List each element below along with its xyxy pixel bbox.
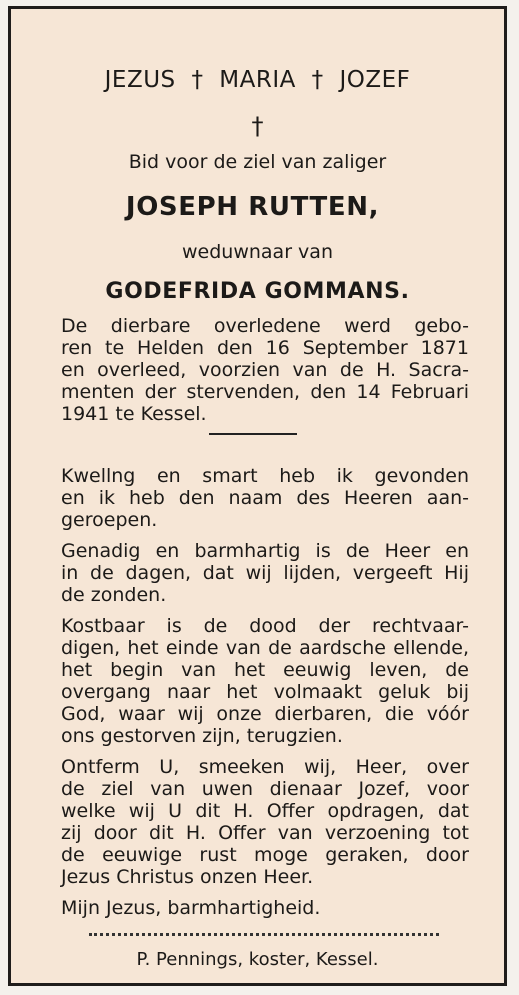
prayer-line: Mijn Jezus, barmhartigheid. (61, 897, 321, 919)
biography-line: menten der stervenden, den 14 Februari (61, 381, 469, 403)
prayer-line: overgang naar het volmaakt geluk bij (61, 681, 469, 703)
cross-icon: † (191, 67, 204, 93)
biography-line: De dierbare overledene werd gebo- (61, 315, 469, 337)
header-maria: MARIA (219, 67, 296, 93)
cross-icon: † (311, 67, 324, 93)
prayer-line: Jezus Christus onzen Heer. (61, 866, 314, 888)
biography-line: 1941 te Kessel. (61, 403, 207, 425)
prayer-line: de zonden. (61, 584, 167, 606)
cross-icon: † (251, 112, 264, 140)
prayer-line: Ontferm U, smeeken wij, Heer, over (61, 756, 469, 778)
biography-line: ren te Helden den 16 September 1871 (61, 337, 469, 359)
prayer-line: Genadig en barmhartig is de Heer en (61, 540, 469, 562)
biography-line: en overleed, voorzien van de H. Sacra- (61, 359, 469, 381)
prayer-line: zij door dit H. Offer van verzoening tot (61, 822, 469, 844)
prayer-line: ons gestorven zijn, terugzien. (61, 725, 343, 747)
prayer-line: Kwellng en smart heb ik gevonden (61, 465, 469, 487)
header-jozef: JOZEF (339, 67, 411, 93)
divider (209, 433, 297, 435)
prayer-line: geroepen. (61, 509, 158, 531)
relation-text: weduwnaar van (182, 241, 333, 263)
prayer-line: in de dagen, dat wij lijden, vergeeft Hij (61, 562, 469, 584)
prayer-line: welke wij U dit H. Offer opdragen, dat (61, 800, 469, 822)
printer-credit: P. Pennings, koster, Kessel. (136, 949, 379, 970)
header-jezus: JEZUS (104, 67, 176, 93)
prayer-line: God, waar wij onze dierbaren, die vóór (61, 703, 469, 725)
spouse-name: GODEFRIDA GOMMANS. (105, 279, 410, 304)
deceased-name: JOSEPH RUTTEN, (125, 192, 380, 222)
prayer-line: het begin van het eeuwig leven, de (61, 659, 469, 681)
prayer-line: de eeuwige rust moge geraken, door (61, 844, 469, 866)
header-names (11, 67, 504, 93)
prayer-line: digen, het einde van de aardsche ellende, (61, 637, 469, 659)
prayer-line: de ziel van uwen dienaar Jozef, voor (61, 778, 469, 800)
prayer-line: en ik heb den naam des Heeren aan- (61, 487, 469, 509)
memorial-card (8, 6, 507, 986)
intro-text: Bid voor de ziel van zaliger (128, 151, 387, 173)
prayer-line: Kostbaar is de dood der rechtvaar- (61, 615, 469, 637)
dotted-divider (89, 933, 439, 936)
